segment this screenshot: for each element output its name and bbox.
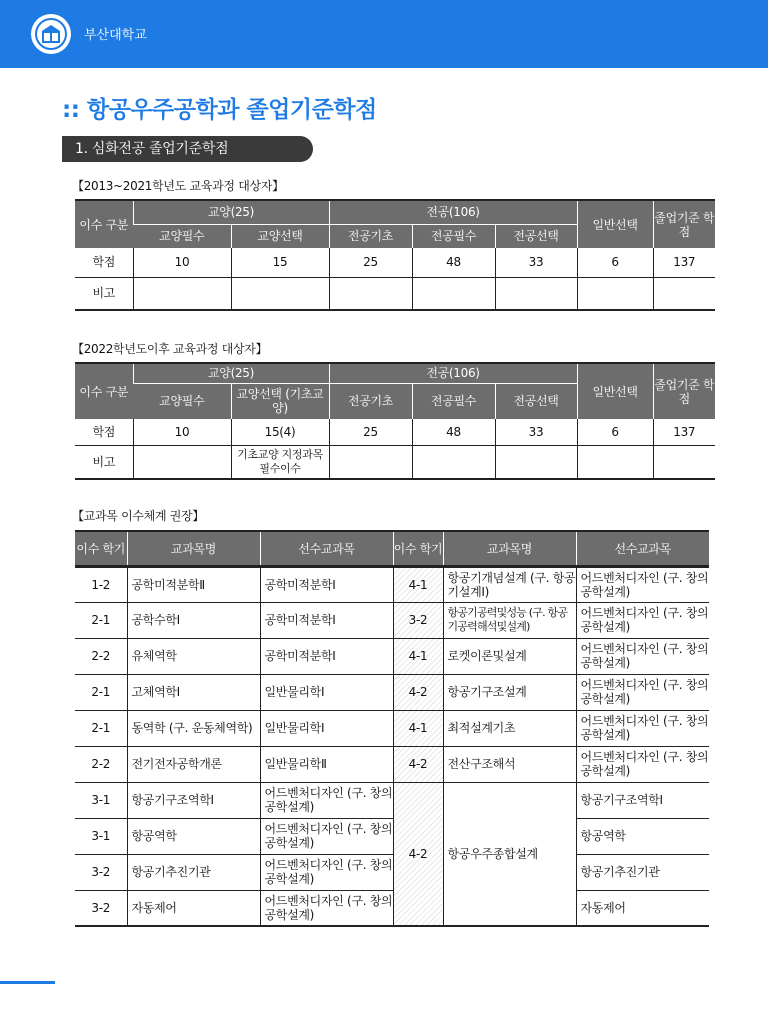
prereq-cell: 항공역학 <box>576 818 709 854</box>
cell-empty <box>495 277 577 310</box>
header-js: 전공선택 <box>495 224 577 248</box>
header-jolup: 졸업기준 학점 <box>653 363 715 419</box>
header-jolup: 졸업기준 학점 <box>653 200 715 248</box>
course-cell: 고체역학Ⅰ <box>127 674 260 710</box>
cell-value: 6 <box>577 248 653 277</box>
prereq-cell: 항공기추진기관 <box>576 854 709 890</box>
prereq-cell: 어드벤처디자인 (구. 창의공학설계) <box>260 782 393 818</box>
term-cell: 2-2 <box>75 638 127 674</box>
header-term: 이수 학기 <box>75 531 127 565</box>
term-cell-merged: 4-2 <box>393 782 443 926</box>
term-cell: 3-2 <box>75 854 127 890</box>
header-course: 교과목명 <box>443 531 576 565</box>
header-course: 교과목명 <box>127 531 260 565</box>
course-cell: 최적설계기초 <box>443 710 576 746</box>
header-jg: 전공기초 <box>329 383 412 419</box>
university-logo-icon[interactable] <box>31 14 71 54</box>
header-jeongong: 전공(106) <box>329 363 577 383</box>
cell-value: 33 <box>495 248 577 277</box>
prereq-cell: 자동제어 <box>576 890 709 926</box>
course-cell: 항공기개념설계 (구. 항공기설계Ⅰ) <box>443 568 576 602</box>
table-row <box>75 890 709 926</box>
header-jeongong: 전공(106) <box>329 200 577 224</box>
row-label-hakjeom: 학점 <box>75 419 133 445</box>
table2-caption: 【2022학년도이후 교육과정 대상자】 <box>72 342 268 356</box>
course-cell-merged: 항공우주종합설계 <box>443 782 576 926</box>
credit-table-2013 <box>75 199 715 311</box>
cell-empty <box>231 277 329 310</box>
table-row <box>75 710 709 746</box>
prereq-cell: 일반물리학Ⅰ <box>260 674 393 710</box>
header-gp: 교양필수 <box>133 383 231 419</box>
course-cell: 유체역학 <box>127 638 260 674</box>
header-bar <box>0 0 768 68</box>
cell-empty <box>133 277 231 310</box>
cell-value: 15(4) <box>231 419 329 445</box>
course-cell: 전기전자공학개론 <box>127 746 260 782</box>
prereq-cell: 어드벤처디자인 (구. 창의공학설계) <box>576 710 709 746</box>
table-row <box>75 854 709 890</box>
university-name[interactable]: 부산대학교 <box>84 28 147 43</box>
header-jp: 전공필수 <box>412 224 495 248</box>
prereq-cell: 공학미적분학Ⅰ <box>260 638 393 674</box>
prereq-cell: 어드벤처디자인 (구. 창의공학설계) <box>576 674 709 710</box>
cell-value: 137 <box>653 248 715 277</box>
course-cell: 공학미적분학Ⅱ <box>127 568 260 602</box>
header-js: 전공선택 <box>495 383 577 419</box>
term-cell: 4-2 <box>393 674 443 710</box>
header-ilban: 일반선택 <box>577 200 653 248</box>
term-cell: 1-2 <box>75 568 127 602</box>
course-cell: 자동제어 <box>127 890 260 926</box>
cell-empty <box>329 277 412 310</box>
cell-empty <box>495 445 577 479</box>
cell-value: 25 <box>329 419 412 445</box>
term-cell: 2-1 <box>75 602 127 638</box>
credit-table-2022 <box>75 362 715 480</box>
course-cell: 로켓이론및설계 <box>443 638 576 674</box>
header-term: 이수 학기 <box>393 531 443 565</box>
prereq-cell: 어드벤처디자인 (구. 창의공학설계) <box>576 638 709 674</box>
cell-empty <box>577 277 653 310</box>
cell-empty <box>653 445 715 479</box>
term-cell: 4-1 <box>393 638 443 674</box>
course-cell: 동역학 (구. 운동체역학) <box>127 710 260 746</box>
table3-caption: 【교과목 이수체계 권장】 <box>72 509 205 523</box>
header-gyoyang: 교양(25) <box>133 363 329 383</box>
page-title: :: 항공우주공학과 졸업기준학점 <box>62 97 377 123</box>
cell-empty <box>577 445 653 479</box>
header-gp: 교양필수 <box>133 224 231 248</box>
prereq-cell: 어드벤처디자인 (구. 창의공학설계) <box>260 890 393 926</box>
table-row <box>75 568 709 602</box>
prereq-cell: 일반물리학Ⅱ <box>260 746 393 782</box>
prereq-cell: 어드벤처디자인 (구. 창의공학설계) <box>576 602 709 638</box>
cell-value: 25 <box>329 248 412 277</box>
term-cell: 4-1 <box>393 568 443 602</box>
header-prereq: 선수교과목 <box>260 531 393 565</box>
cell-value: 48 <box>412 248 495 277</box>
header-gs: 교양선택 (기초교양) <box>231 383 329 419</box>
cell-empty <box>412 445 495 479</box>
header-jg: 전공기초 <box>329 224 412 248</box>
header-jp: 전공필수 <box>412 383 495 419</box>
course-cell: 공학수학Ⅰ <box>127 602 260 638</box>
course-cell: 전산구조해석 <box>443 746 576 782</box>
term-cell: 4-1 <box>393 710 443 746</box>
table1-caption: 【2013~2021학년도 교육과정 대상자】 <box>72 179 284 193</box>
header-isu: 이수 구분 <box>75 363 133 419</box>
cell-value: 15 <box>231 248 329 277</box>
cell-empty <box>133 445 231 479</box>
prereq-cell: 공학미적분학Ⅰ <box>260 568 393 602</box>
prereq-cell: 일반물리학Ⅰ <box>260 710 393 746</box>
row-label-hakjeom: 학점 <box>75 248 133 277</box>
prereq-cell: 공학미적분학Ⅰ <box>260 602 393 638</box>
footer-accent-line <box>0 981 55 984</box>
cell-value: 33 <box>495 419 577 445</box>
course-cell: 항공기구조역학Ⅰ <box>127 782 260 818</box>
cell-note: 기초교양 지정과목 필수이수 <box>231 445 329 479</box>
table-row <box>75 782 709 818</box>
course-sequence-table <box>75 530 709 927</box>
term-cell: 2-2 <box>75 746 127 782</box>
term-cell: 2-1 <box>75 674 127 710</box>
prereq-cell: 어드벤처디자인 (구. 창의공학설계) <box>576 746 709 782</box>
prereq-cell: 어드벤처디자인 (구. 창의공학설계) <box>260 818 393 854</box>
term-cell: 3-1 <box>75 782 127 818</box>
cell-value: 48 <box>412 419 495 445</box>
table-row <box>75 674 709 710</box>
cell-empty <box>412 277 495 310</box>
term-cell: 3-2 <box>75 890 127 926</box>
course-cell: 항공역학 <box>127 818 260 854</box>
header-gs: 교양선택 <box>231 224 329 248</box>
prereq-cell: 어드벤처디자인 (구. 창의공학설계) <box>260 854 393 890</box>
prereq-cell: 항공기구조역학Ⅰ <box>576 782 709 818</box>
term-cell: 3-2 <box>393 602 443 638</box>
header-ilban: 일반선택 <box>577 363 653 419</box>
section-title: 1. 심화전공 졸업기준학점 <box>62 136 313 162</box>
cell-value: 137 <box>653 419 715 445</box>
term-cell: 3-1 <box>75 818 127 854</box>
row-label-bigo: 비고 <box>75 445 133 479</box>
cell-empty <box>329 445 412 479</box>
prereq-cell: 어드벤처디자인 (구. 창의공학설계) <box>576 568 709 602</box>
table-row <box>75 638 709 674</box>
table-row <box>75 746 709 782</box>
header-gyoyang: 교양(25) <box>133 200 329 224</box>
table-row <box>75 602 709 638</box>
table-row <box>75 818 709 854</box>
row-label-bigo: 비고 <box>75 277 133 310</box>
cell-value: 10 <box>133 248 231 277</box>
course-cell: 항공기추진기관 <box>127 854 260 890</box>
cell-value: 10 <box>133 419 231 445</box>
course-cell: 항공기구조설계 <box>443 674 576 710</box>
course-cell: 항공기공력및성능 (구. 항공기공력해석및설계) <box>443 602 576 638</box>
cell-empty <box>653 277 715 310</box>
header-isu: 이수 구분 <box>75 200 133 248</box>
cell-value: 6 <box>577 419 653 445</box>
header-prereq: 선수교과목 <box>576 531 709 565</box>
term-cell: 4-2 <box>393 746 443 782</box>
term-cell: 2-1 <box>75 710 127 746</box>
